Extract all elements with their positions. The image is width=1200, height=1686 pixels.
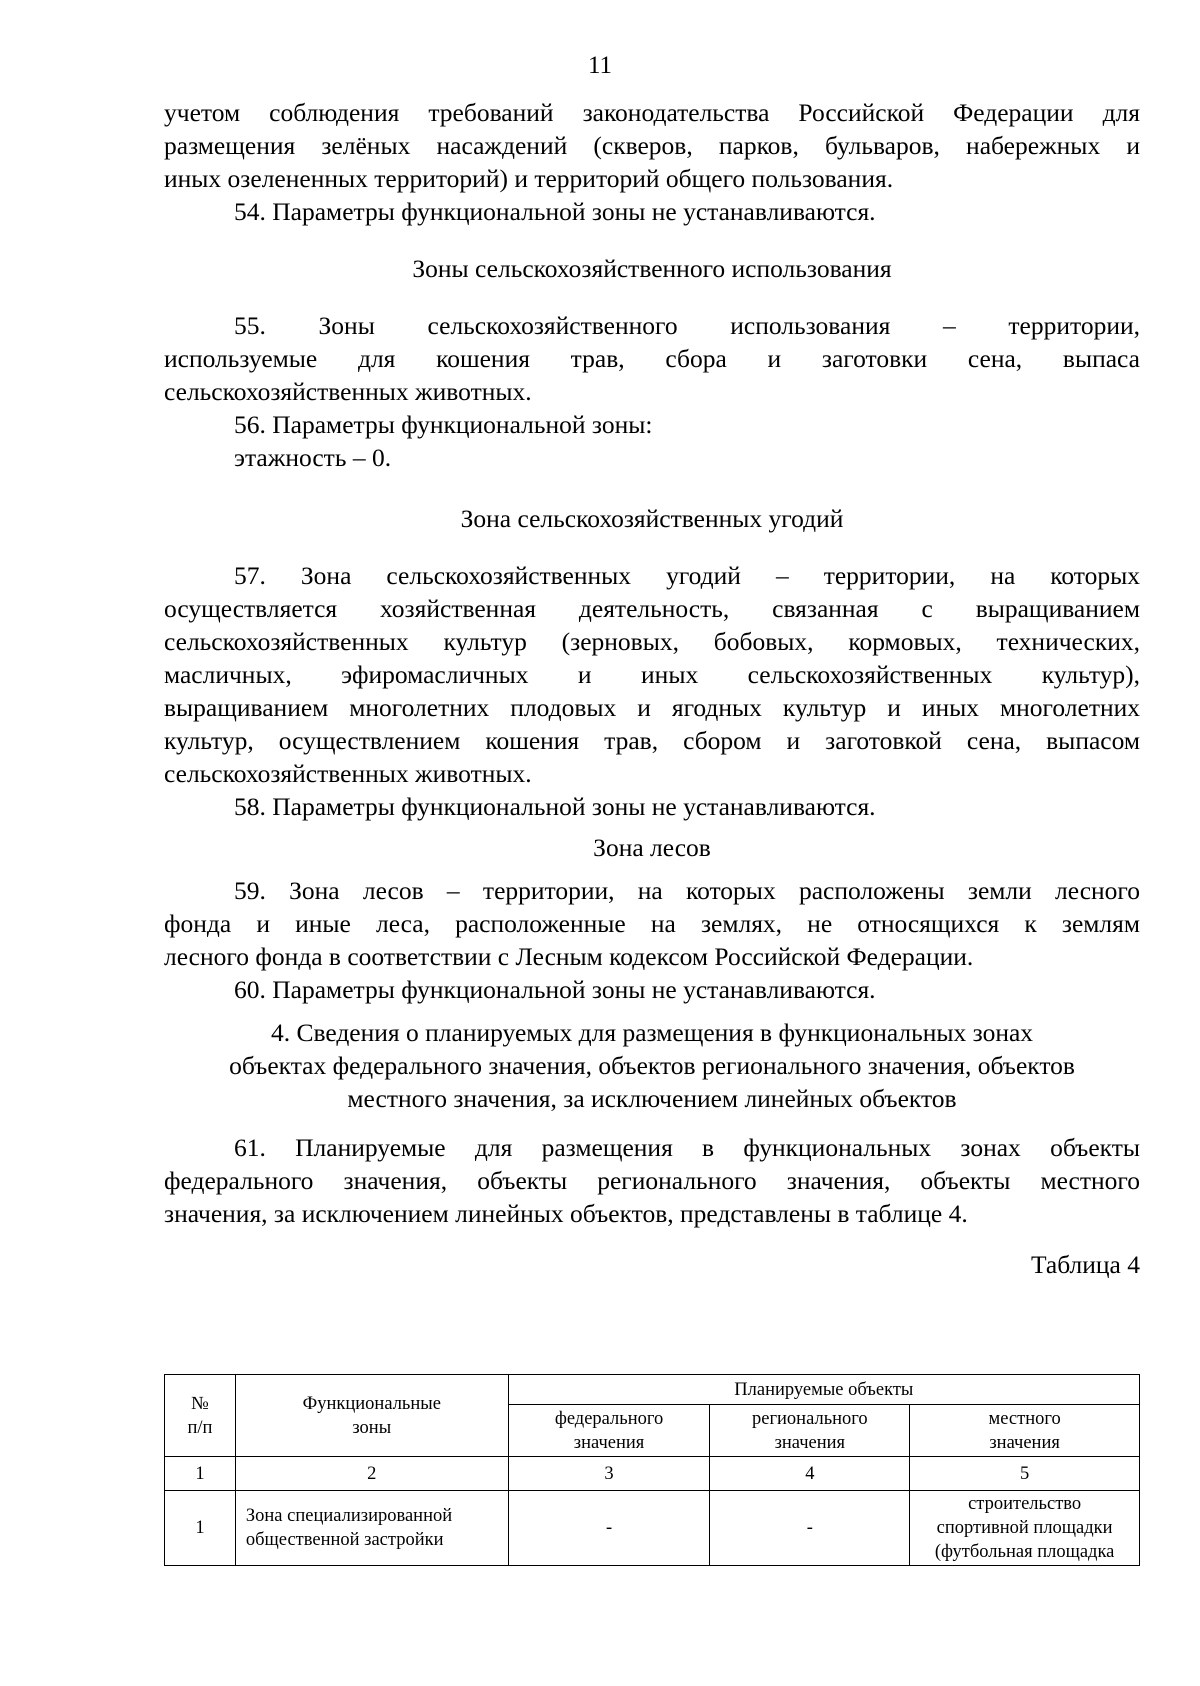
paragraph-58: 58. Параметры функциональной зоны не устанавливаются. — [234, 792, 876, 821]
column-numbering-row — [165, 1457, 1140, 1491]
paragraph-56-value: этажность – 0. — [234, 443, 392, 472]
table-row — [165, 1491, 1140, 1566]
paragraph-line: 57. Зона сельскохозяйственных угодий – территории, на которых — [234, 561, 1140, 590]
paragraph-line: федерального значения, объекты регионального значения, объекты местного — [164, 1166, 1140, 1195]
cell-row-number: 1 — [165, 1491, 236, 1566]
planned-objects-table — [164, 1374, 1140, 1566]
heading-forest-zone: Зона лесов — [593, 833, 711, 862]
paragraph-line: выращиванием многолетних плодовых и ягодных культур и иных многолетних — [164, 693, 1140, 722]
header-local: местного значения — [910, 1405, 1140, 1457]
paragraph-60: 60. Параметры функциональной зоны не устанавливаются. — [234, 975, 876, 1004]
column-number: 4 — [710, 1457, 910, 1491]
heading-agricultural-land-zone: Зона сельскохозяйственных угодий — [460, 504, 844, 533]
cell-local: строительство спортивной площадки (футбольная площадка — [910, 1491, 1140, 1566]
section-4-heading-line: 4. Сведения о планируемых для размещения в функциональных зонах — [270, 1018, 1034, 1047]
paragraph-56: 56. Параметры функциональной зоны: — [234, 410, 653, 439]
paragraph-line: осуществляется хозяйственная деятельность, связанная с выращиванием — [164, 594, 1140, 623]
column-number: 2 — [235, 1457, 508, 1491]
column-number: 5 — [910, 1457, 1140, 1491]
column-number: 3 — [508, 1457, 710, 1491]
cell-federal: - — [508, 1491, 710, 1566]
cell-zone: Зона специализированной общественной застройки — [235, 1491, 508, 1566]
section-4-heading-line: объектах федерального значения, объектов регионального значения, объектов — [229, 1051, 1075, 1080]
paragraph-line: сельскохозяйственных животных. — [164, 377, 532, 406]
paragraph-line: значения, за исключением линейных объектов, представлены в таблице 4. — [164, 1199, 968, 1228]
paragraph-line: иных озелененных территорий) и территорий общего пользования. — [164, 164, 894, 193]
paragraph-line: размещения зелёных насаждений (скверов, парков, бульваров, набережных и — [164, 131, 1140, 160]
paragraph-line: 55. Зоны сельскохозяйственного использования – территории, — [234, 311, 1140, 340]
paragraph-line: культур, осуществлением кошения трав, сбором и заготовкой сена, выпасом — [164, 726, 1140, 755]
section-4-heading-line: местного значения, за исключением линейных объектов — [347, 1084, 957, 1113]
paragraph-line: лесного фонда в соответствии с Лесным кодексом Российской Федерации. — [164, 942, 974, 971]
paragraph-line: 61. Планируемые для размещения в функциональных зонах объекты — [234, 1133, 1140, 1162]
header-planned-objects: Планируемые объекты — [508, 1375, 1139, 1405]
paragraph-line: учетом соблюдения требований законодательства Российской Федерации для — [164, 98, 1140, 127]
heading-agricultural-use-zones: Зоны сельскохозяйственного использования — [412, 254, 892, 283]
paragraph-line: 59. Зона лесов – территории, на которых расположены земли лесного — [234, 876, 1140, 905]
paragraph-line: фонда и иные леса, расположенные на землях, не относящихся к землям — [164, 909, 1140, 938]
page-number: 11 — [587, 52, 613, 79]
document-body — [164, 96, 1140, 1281]
paragraph-line: используемые для кошения трав, сбора и заготовки сена, выпаса — [164, 344, 1140, 373]
table-label: Таблица 4 — [1030, 1250, 1140, 1279]
column-number: 1 — [165, 1457, 236, 1491]
header-federal: федерального значения — [508, 1405, 710, 1457]
header-number: № п/п — [165, 1375, 236, 1457]
header-functional-zones: Функциональные зоны — [235, 1375, 508, 1457]
header-regional: регионального значения — [710, 1405, 910, 1457]
paragraph-line: сельскохозяйственных животных. — [164, 759, 532, 788]
paragraph-54: 54. Параметры функциональной зоны не устанавливаются. — [234, 197, 876, 226]
paragraph-line: сельскохозяйственных культур (зерновых, бобовых, кормовых, технических, — [164, 627, 1140, 656]
cell-regional: - — [710, 1491, 910, 1566]
paragraph-line: масличных, эфиромасличных и иных сельскохозяйственных культур), — [164, 660, 1140, 689]
